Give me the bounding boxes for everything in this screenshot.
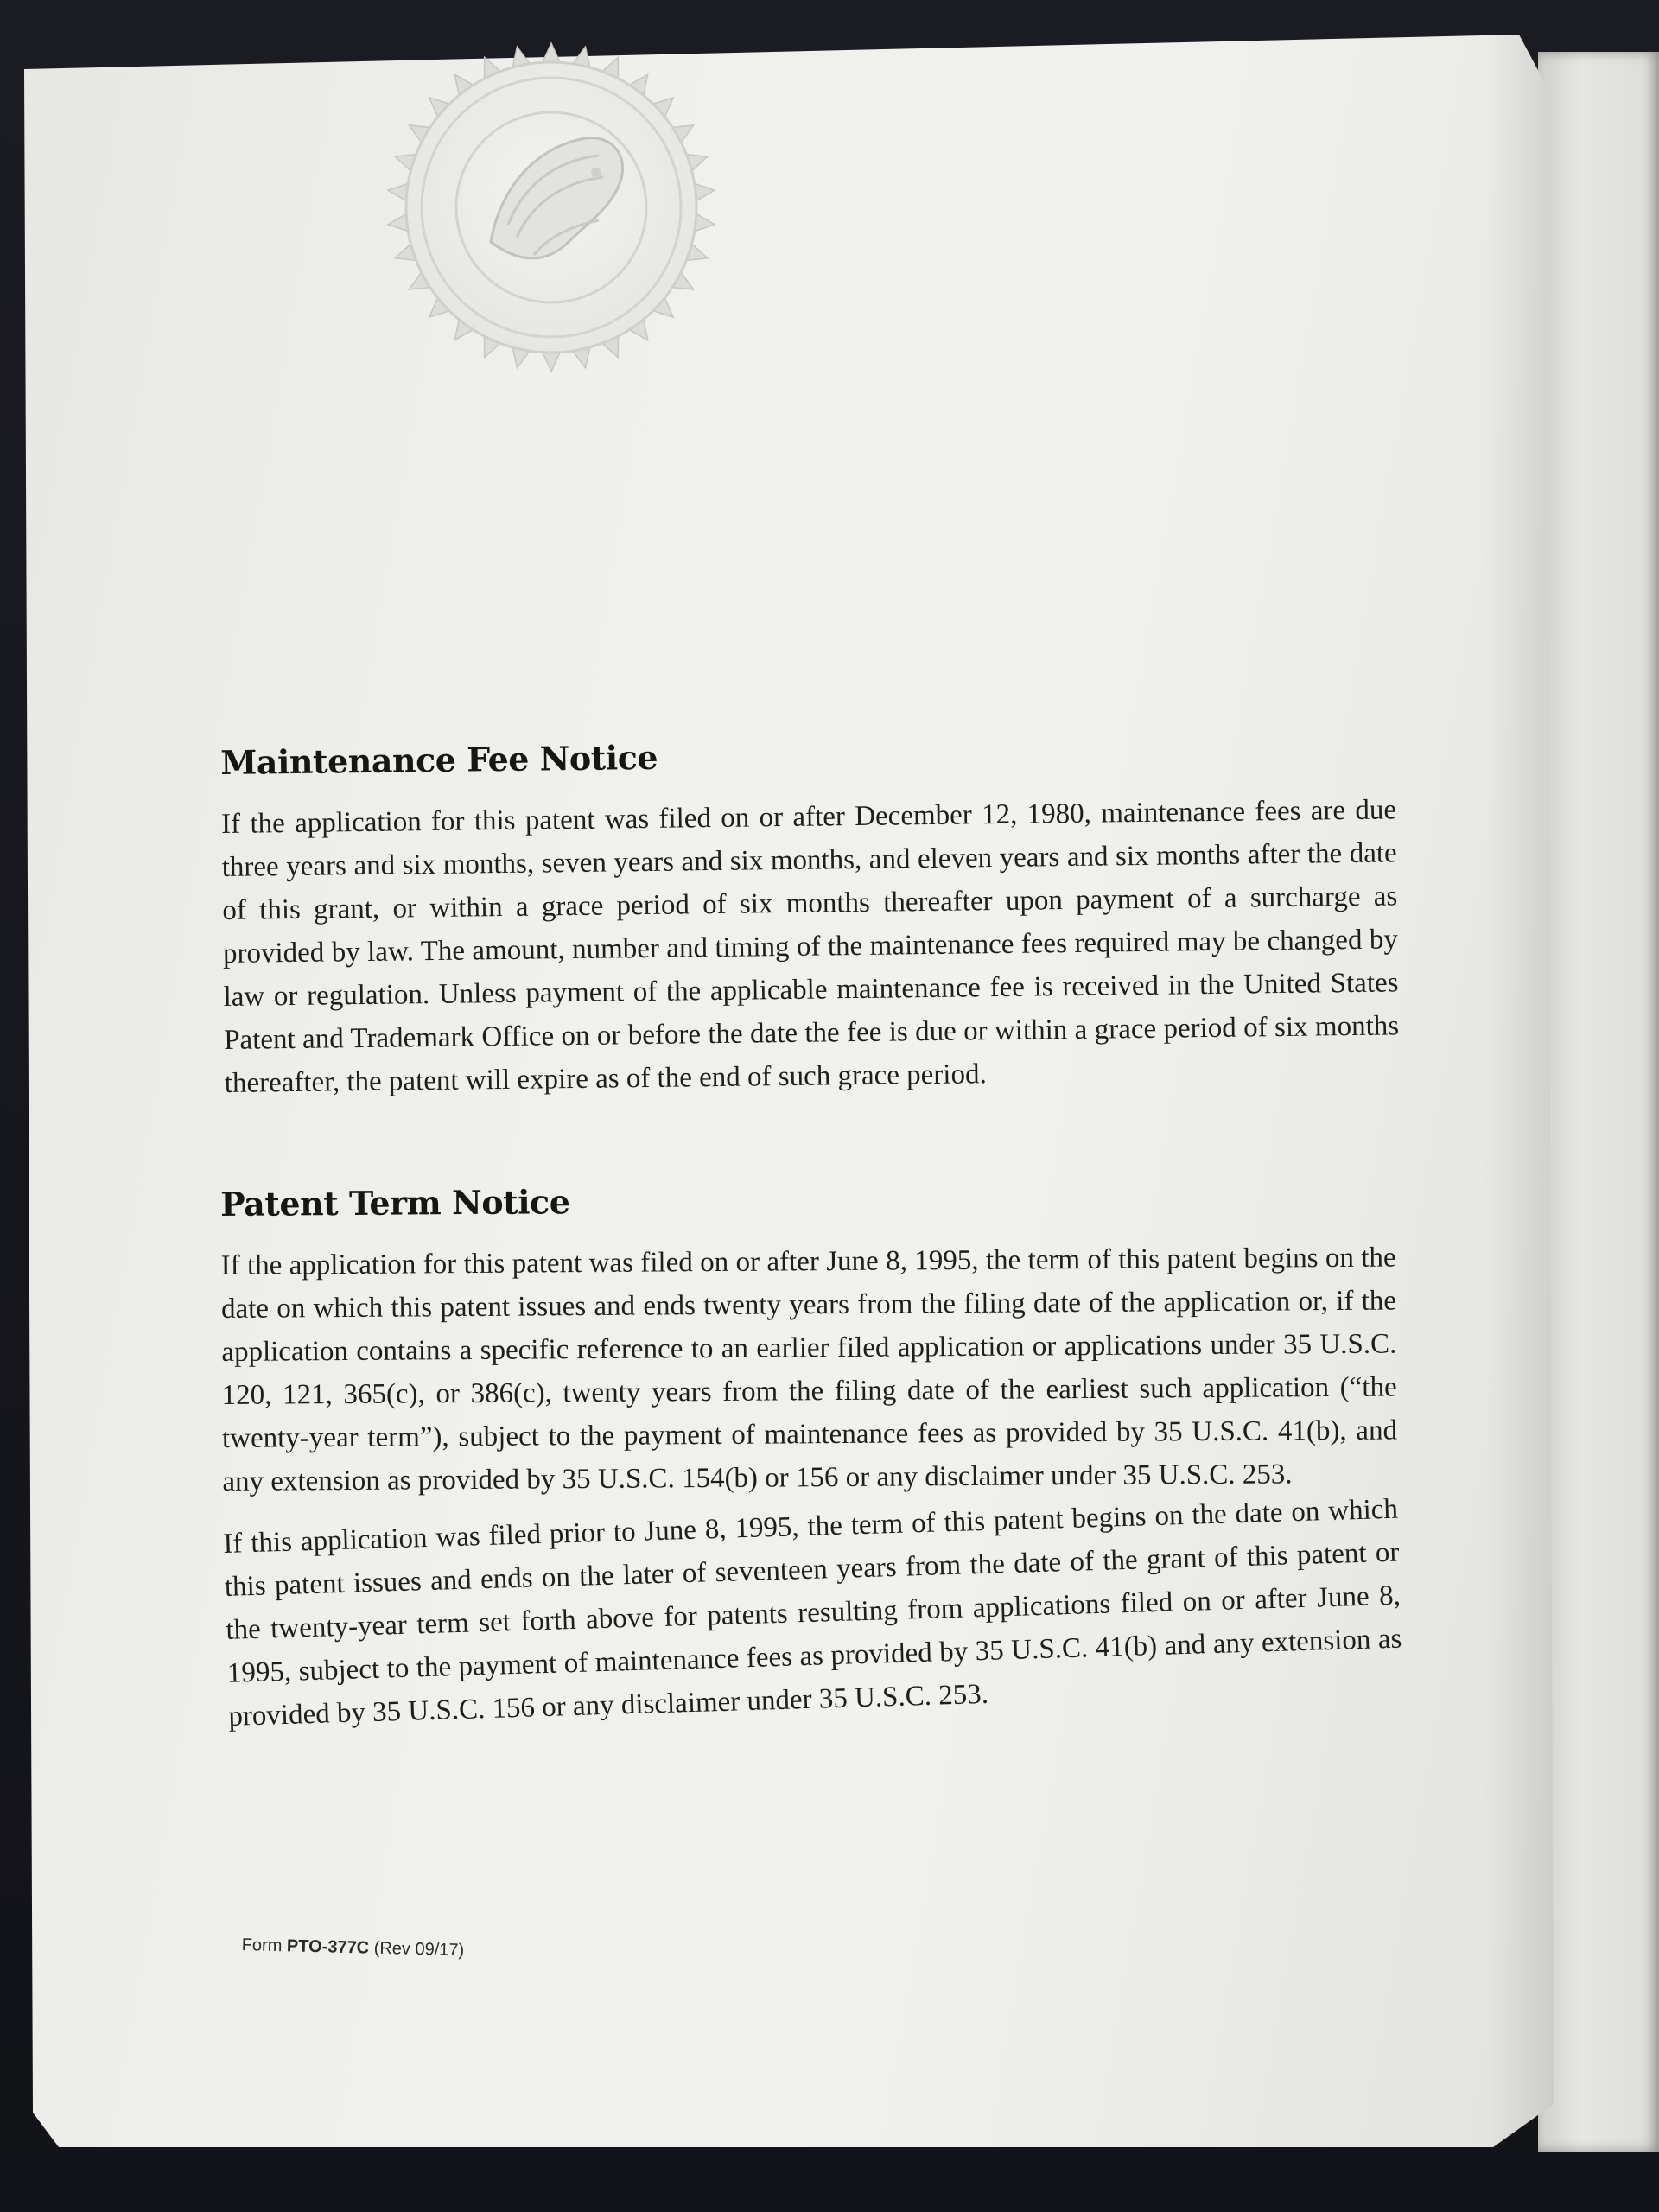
page-curl-shadow [1484,35,1554,2147]
form-revision: (Rev 09/17) [373,1938,465,1961]
form-prefix: Form [241,1936,283,1956]
patent-term-body-2: If this application was filed prior to June 8, 1995, the term of this patent begins on the date on which this patent issues and ends on the later of seventeen years from the date of the grant of this patent or the twenty-year term set forth above for patents resulting from applications filed on or after June 8, 1995, subject to the payment of maintenance fees as provided by 35 U.S.C. 41(b) and any extension as provided by 35 U.S.C. 156 or any disclaimer under 35 U.S.C. 253. [222,1493,1402,1732]
maintenance-fee-body: If the application for this patent was filed on or after December 12, 1980, maintenance fees are due three years and six months, seven years and six months, and eleven years and six months after the date of this grant, or within a grace period of six months thereafter upon payment of a surcharge as provided by law. The amount, number and timing of the maintenance fees required may be changed by law or regulation. Unless payment of the applicable maintenance fee is received in the United States Patent and Trademark Office on or before the date the fee is due or within a grace period of six months thereafter, the patent will expire as of the end of such grace period. [220,794,1400,1099]
maintenance-fee-section [220,728,1400,1105]
embossed-eagle-seal-icon [378,35,724,380]
patent-term-heading: Patent Term Notice [220,1182,570,1224]
form-id: PTO-377C [286,1936,370,1958]
patent-term-section [220,1177,1402,1738]
notice-content [220,737,1402,1738]
maintenance-fee-heading: Maintenance Fee Notice [220,737,658,782]
back-page-edge [1538,52,1659,2152]
patent-term-body-1: If the application for this patent was filed on or after June 8, 1995, the term of this patent begins on the date on which this patent issues and ends twenty years from the filing date of the application or, if the application contains a specific reference to an earlier filed application or applications under 35 U.S.C. 120, 121, 365(c), or 386(c), twenty years from the filing date of the earliest such application (“the twenty-year term”), subject to the payment of maintenance fees as provided by 35 U.S.C. 41(b), and any extension as provided by 35 U.S.C. 154(b) or 156 or any disclaimer under 35 U.S.C. 253. [220,1242,1398,1497]
